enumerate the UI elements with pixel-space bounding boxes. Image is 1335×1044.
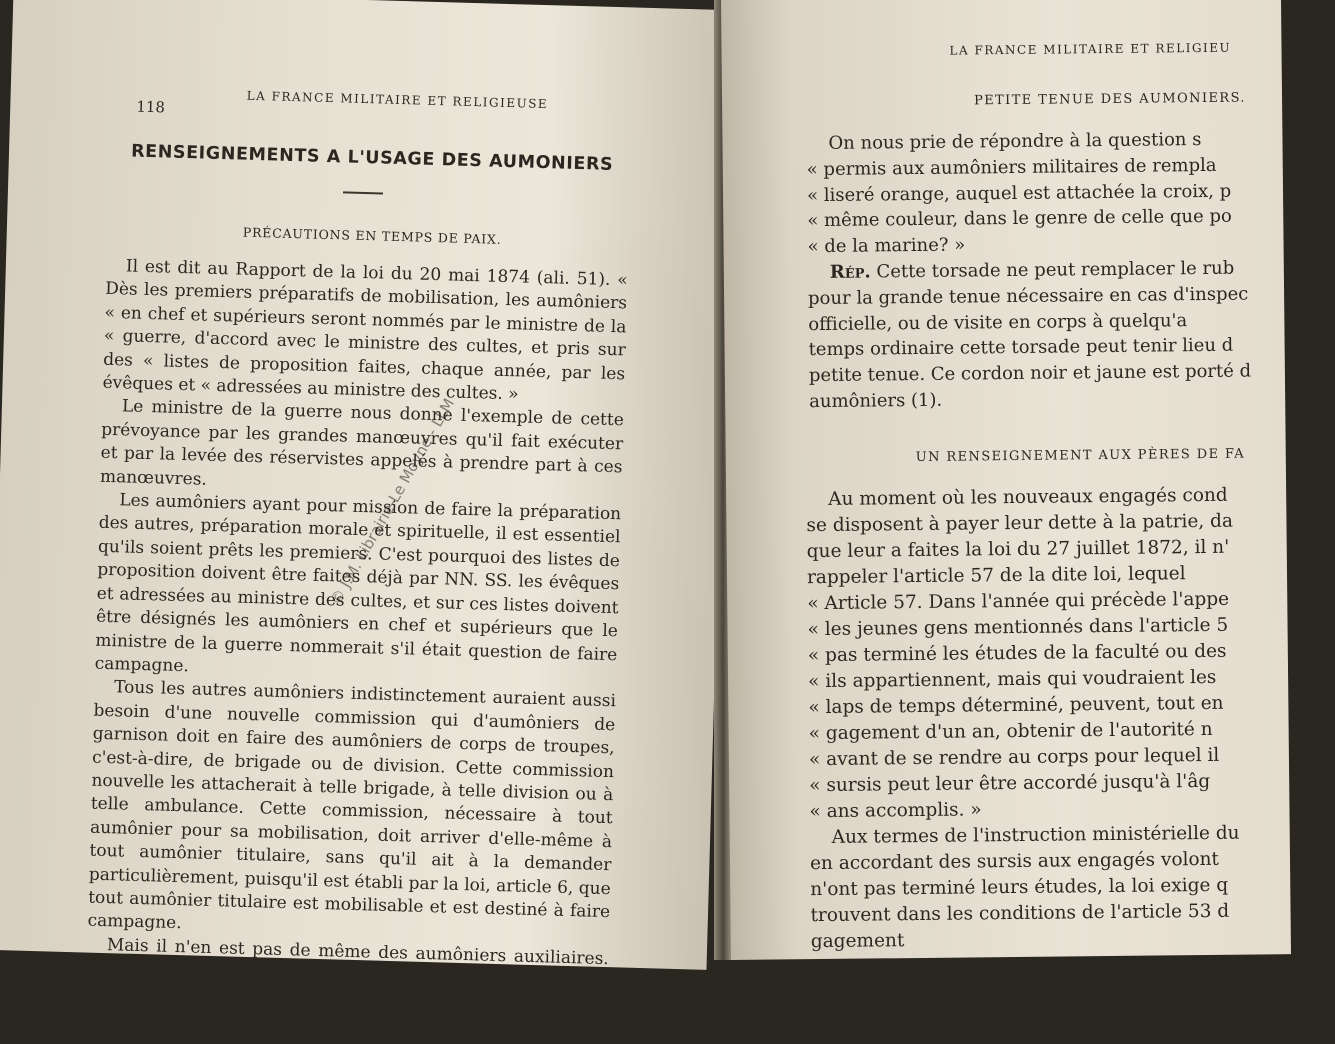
text-line: Aux termes de l'instruction ministérielle du (831, 822, 1240, 848)
text-line: se disposent à payer leur dette à la patrie, da (806, 510, 1234, 537)
right-subheading: PETITE TENUE DES AUMONIERS. (973, 90, 1246, 109)
paragraph: Tous les autres aumôniers indistinctement auraient aussi besoin d'une nouvelle commission qui d'aumôniers de garnison doit en faire des aumôniers de corps de troupes, c'est-à-dire, de brigade ou de division. Cette commission nouvelle les attacherait à telle brigade, à telle division ou à telle ambulance. Cette commission, nécessaire à tout aumônier pour sa mobilisation, doit arriver d'elle-même à tout aumônier titulaire, sans qu'il ait à la demander particulièrement, puisqu'il est établi par la loi, article 6, que tout aumônier titulaire est mobilisable et est destiné à faire campagne. (87, 677, 617, 934)
text-line: en accordant des sursis aux engagés volont (809, 848, 1220, 875)
text-line: « de la marine? » (807, 234, 966, 258)
text-line: « permis aux aumôniers militaires de rempla (806, 154, 1217, 180)
page-number: 118 (136, 97, 166, 117)
text-line: Au moment où les nouveaux engagés cond (828, 484, 1228, 510)
right-page (721, 0, 1291, 960)
section-subtitle: PRÉCAUTIONS EN TEMPS DE PAIX. (242, 224, 502, 247)
running-head-left: LA FRANCE MILITAIRE ET RELIGIEUSE (246, 88, 549, 112)
text-line: pour la grande tenue nécessaire en cas d'inspec (807, 283, 1249, 309)
text-line: « sursis peut leur être accordé jusqu'à l'âg (809, 770, 1211, 797)
text-line: « liseré orange, auquel est attachée la croix, p (806, 180, 1232, 206)
text-line: temps ordinaire cette torsade peut tenir lieu d (808, 335, 1234, 361)
text-line: « Article 57. Dans l'année qui précède l'appe (807, 588, 1230, 615)
text-line: officielle, ou de visite en corps à quelqu'a (808, 309, 1188, 335)
text-line: On nous prie de répondre à la question s (828, 129, 1202, 154)
right-mid-heading: UN RENSEIGNEMENT AUX PÈRES DE FA (915, 446, 1246, 466)
text-line: « les jeunes gens mentionnés dans l'article 5 (807, 614, 1229, 641)
paragraph: Mais il n'en est pas de même des aumôniers auxiliaires. Pour eux (ceux qui veulent faire campagne), ils doivent se faire admettre et proposer par leur évêque au ministre commissionner par le ministre (84, 934, 610, 1032)
text-line: rappeler l'article 57 de la dite loi, lequel (806, 563, 1186, 589)
text-line: n'ont pas terminé leurs études, la loi exige q (810, 874, 1229, 901)
section-title: RENSEIGNEMENTS A L'USAGE DES AUMONIERS (130, 141, 614, 175)
left-body-text (85, 255, 628, 1042)
text-line: petite tenue. Ce cordon noir et jaune est porté d (808, 360, 1252, 387)
text-line: Cette torsade ne peut remplacer le rub (876, 257, 1235, 283)
copyright-watermark: © J.M. Librairie-Le Moyne - LLM (326, 395, 459, 609)
paragraph: Les aumôniers ayant pour mission de faire la préparation des autres, préparation morale et spirituelle, il est essentiel qu'ils soient prêts les premiers. C'est pourquoi des listes de proposition doivent être faites déjà par NN. SS. les évêques et adressées au ministre des cultes, et sur ces listes doivent être désignés les aumôniers en chef et supérieurs que le ministre de la guerre nommerait s'il était question de faire campagne. (94, 490, 622, 677)
text-line: « avant de se rendre au corps pour lequel il (808, 744, 1220, 771)
right-body-top (806, 126, 1329, 415)
text-line: « laps de temps déterminé, peuvent, tout en (808, 692, 1224, 719)
text-line: « gagement d'un an, obtenir de l'autorité n (808, 718, 1213, 745)
text-line: « pas terminé les études de la faculté ou des (807, 640, 1227, 667)
paragraph: Le ministre de la guerre nous donne l'exemple de cette prévoyance par les grandes manœuvres qu'il fait exécuter et par la levée des réservistes appelés à prendre part à ces manœuvres. (99, 396, 625, 490)
right-body-bottom (806, 482, 1331, 955)
text-line: gagement (810, 930, 905, 953)
text-line: « ils appartiennent, mais qui voudraient les (808, 666, 1217, 693)
text-line: aumôniers (1). (809, 389, 943, 413)
rep-label: Rép. (829, 261, 871, 283)
running-head-right: LA FRANCE MILITAIRE ET RELIGIEU (949, 40, 1232, 58)
text-line: trouvent dans les conditions de l'article 53 d (810, 900, 1230, 927)
paragraph: Il est dit au Rapport de la loi du 20 mai 1874 (ali. 51). « Dès les premiers préparatifs de mobilisation, les aumôniers « en chef et supérieurs seront nommés par le ministre de la « guerre, d'accord avec le ministre des cultes, et pris sur des « listes de proposition faites, chaque année, par les évêques et « adressées au ministre des cultes. » (102, 256, 628, 405)
title-rule (343, 191, 383, 194)
text-line: « même couleur, dans le genre de celle que po (807, 206, 1232, 232)
text-line: que leur a faites la loi du 27 juillet 1872, il n' (806, 536, 1230, 563)
text-line: « ans accomplis. » (809, 799, 982, 823)
